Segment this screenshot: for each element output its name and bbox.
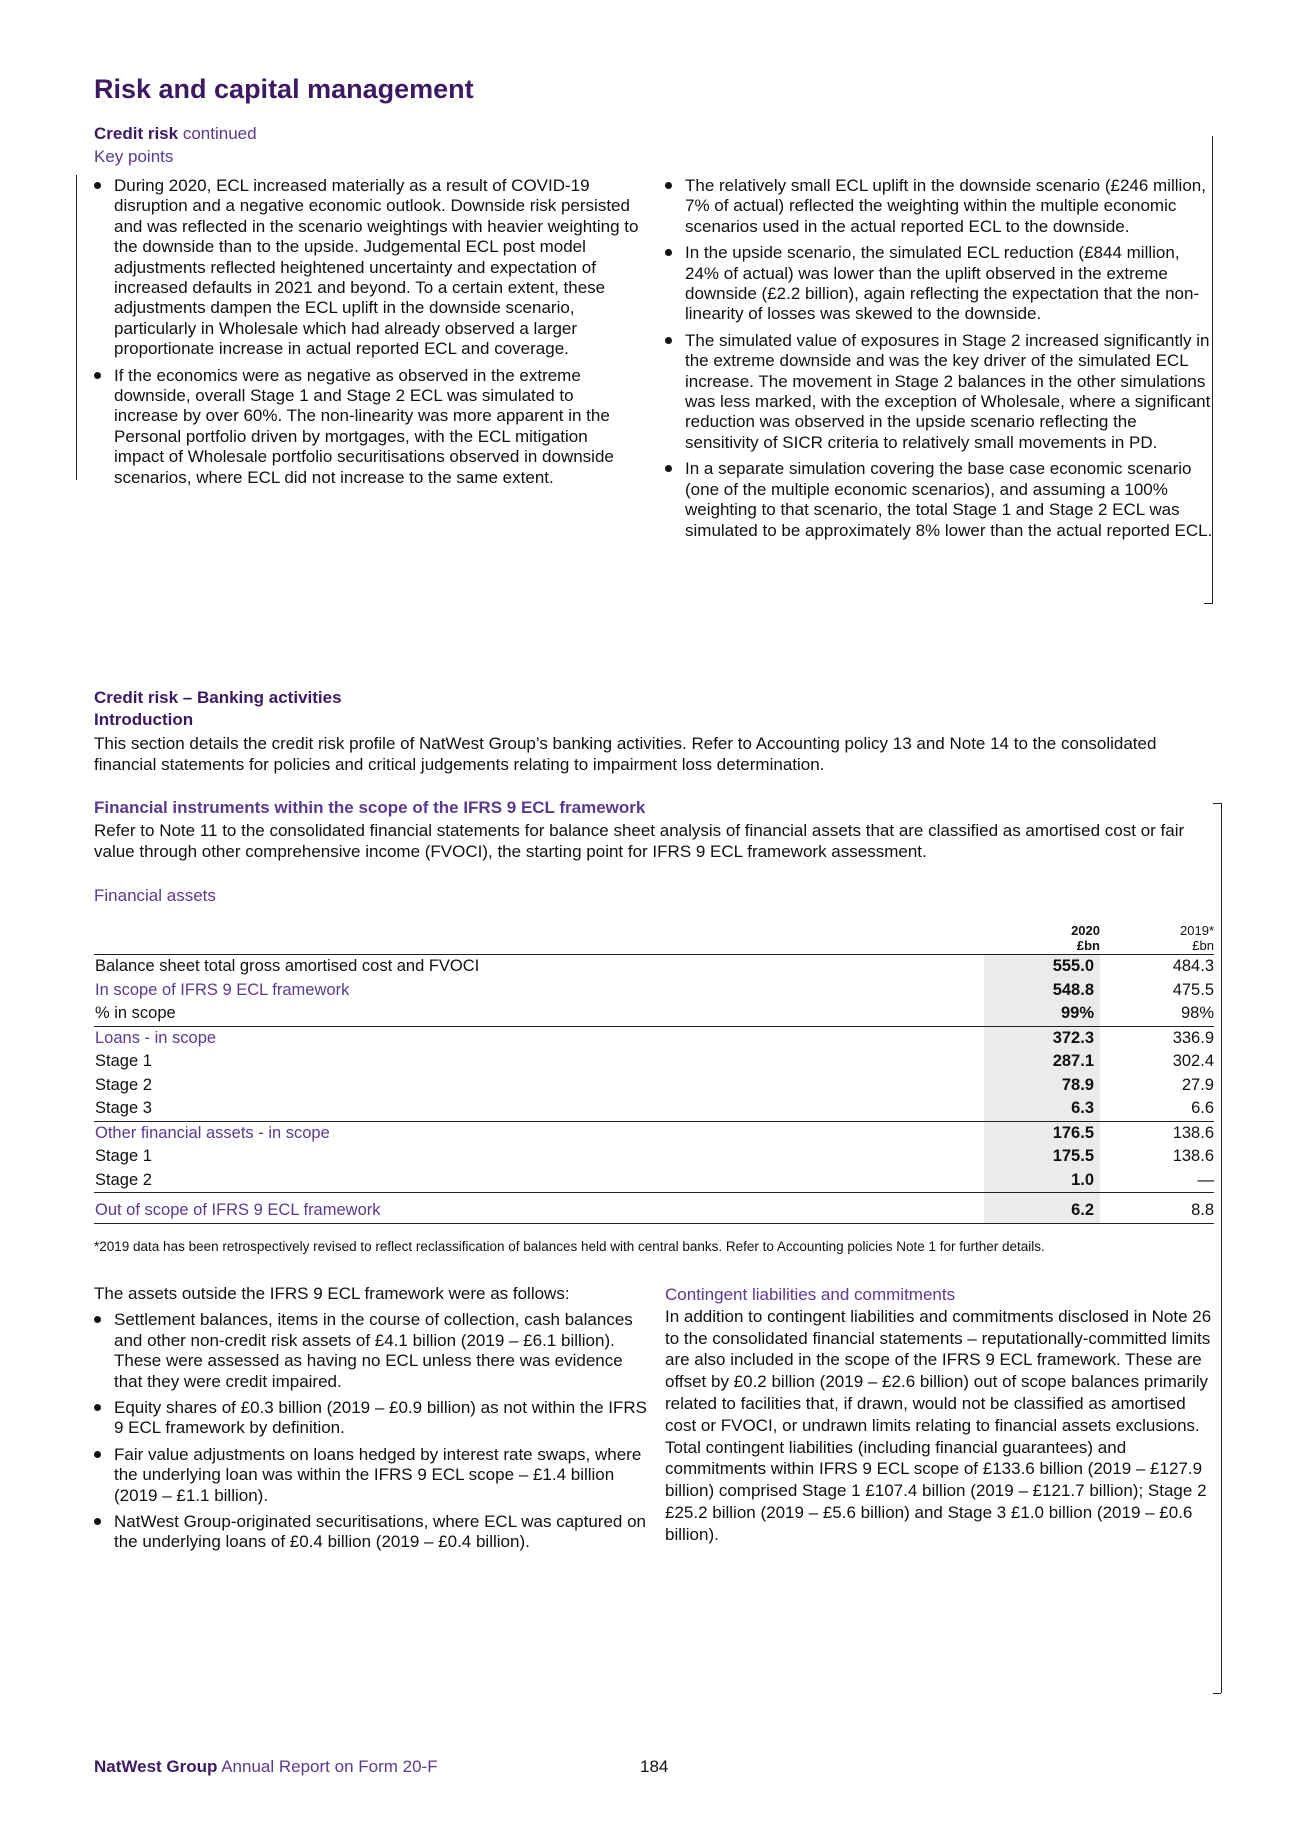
change-bar-left: [76, 175, 77, 480]
fi-text: Refer to Note 11 to the consolidated financial statements for balance sheet analysis of financial assets that are classified as amortised cost or fair value through other comprehensive income (FVOCI), the starting point for IFRS 9 ECL framework assessment.: [94, 821, 1185, 861]
subtitle-bold: Credit risk: [94, 124, 179, 143]
change-bar-tick-top: [1213, 803, 1221, 804]
outside-intro: The assets outside the IFRS 9 ECL framework were as follows:: [94, 1284, 570, 1303]
table-row: Balance sheet total gross amortised cost and FVOCI 555.0 484.3: [94, 954, 1214, 979]
banking-heading: Credit risk – Banking activities: [94, 688, 342, 707]
key-points-label: Key points: [94, 147, 174, 166]
contingent-section: [665, 1284, 1213, 1546]
key-points-right: [665, 176, 1213, 547]
page-title: Risk and capital management: [94, 74, 474, 104]
table-row: Stage 1 287.1 302.4: [94, 1050, 1214, 1074]
list-item: The simulated value of exposures in Stage 2 increased significantly in the extreme downside and was the key driver of the simulated ECL increase. The movement in Stage 2 balances in the other simulations was less marked, with the exception of Wholesale, where a significant reduction was observed in the upside scenario reflecting the sensitivity of SICR criteria to relatively small movements in PD.: [665, 331, 1213, 453]
list-item: Settlement balances, items in the course of collection, cash balances and other non-credit risk assets of £4.1 billion (2019 – £6.1 billion). These were assessed as having no ECL unless there was evidence that they were credit impaired.: [94, 1310, 650, 1392]
table-row: In scope of IFRS 9 ECL framework 548.8 475.5: [94, 979, 1214, 1003]
table-row: Stage 2 1.0 —: [94, 1169, 1214, 1194]
introduction-heading: Introduction: [94, 710, 194, 729]
list-item: The relatively small ECL uplift in the downside scenario (£246 million, 7% of actual) reflected the weighting within the multiple economic scenarios used in the actual reported ECL to the downside.: [665, 176, 1213, 237]
list-item: In the upside scenario, the simulated ECL reduction (£844 million, 24% of actual) was lower than the uplift observed in the extreme downside (£2.2 billion), again reflecting the expectation that the non-linearity of losses was skewed to the downside.: [665, 243, 1213, 325]
table-footnote: *2019 data has been retrospectively revised to reflect reclassification of balances held with central banks. Refer to Accounting policies Note 1 for further details.: [94, 1239, 1045, 1254]
table-row: Out of scope of IFRS 9 ECL framework 6.2 8.8: [94, 1199, 1214, 1224]
table-row: Stage 3 6.3 6.6: [94, 1097, 1214, 1121]
financial-assets-table: [94, 918, 1214, 1224]
column-header-2019: 2019* £bn: [1180, 923, 1214, 953]
footer-brand: [94, 1757, 438, 1777]
contingent-heading: Contingent liabilities and commitments: [665, 1285, 956, 1304]
section-subtitle: [94, 124, 257, 144]
table-row: Stage 2 78.9 27.9: [94, 1074, 1214, 1098]
list-item: If the economics were as negative as observed in the extreme downside, overall Stage 1 and Stage 2 ECL was simulated to increase by over 60%. The non-linearity was more apparent in the Personal portfolio driven by mortgages, with the ECL mitigation impact of Wholesale portfolio securitisations observed in downside scenarios, where ECL did not increase to the same extent.: [94, 366, 640, 488]
change-bar-tick: [1204, 603, 1212, 604]
page-number: 184: [640, 1757, 669, 1776]
table-row: % in scope 99% 98%: [94, 1002, 1214, 1026]
fi-heading: Financial instruments within the scope of the IFRS 9 ECL framework: [94, 798, 646, 817]
column-header-2020: 2020 £bn: [1071, 923, 1100, 953]
table-header: [94, 918, 1214, 954]
list-item: Fair value adjustments on loans hedged by interest rate swaps, where the underlying loan was within the IFRS 9 ECL scope – £1.4 billion (2019 – £1.1 billion).: [94, 1445, 650, 1506]
financial-assets-heading: Financial assets: [94, 886, 216, 905]
key-points-left: [94, 176, 640, 494]
list-item: NatWest Group-originated securitisations, where ECL was captured on the underlying loans of £0.4 billion (2019 – £0.4 billion).: [94, 1512, 650, 1553]
outside-framework-section: [94, 1284, 650, 1559]
table-row: Stage 1 175.5 138.6: [94, 1145, 1214, 1169]
change-bar-right-2: [1221, 803, 1222, 1693]
subtitle-rest: continued: [182, 124, 257, 143]
contingent-text: In addition to contingent liabilities and commitments disclosed in Note 26 to the consolidated financial statements – reputationally-committed limits are also included in the scope of the IFRS 9 ECL framework. These are offset by £0.2 billion (2019 – £2.6 billion) out of scope balances primarily related to facilities that, if drawn, would not be classified as amortised cost or FVOCI, or undrawn limits relating to financial assets exclusions. Total contingent liabilities (including financial guarantees) and commitments within IFRS 9 ECL scope of £133.6 billion (2019 – £127.9 billion) comprised Stage 1 £107.4 billion (2019 – £121.7 billion); Stage 2 £25.2 billion (2019 – £5.6 billion) and Stage 3 £1.0 billion (2019 – £0.6 billion).: [665, 1306, 1212, 1544]
change-bar-tick-bottom: [1213, 1693, 1221, 1694]
footer-brand-name: NatWest Group: [94, 1757, 218, 1776]
list-item: Equity shares of £0.3 billion (2019 – £0.9 billion) as not within the IFRS 9 ECL framework by definition.: [94, 1398, 650, 1439]
list-item: In a separate simulation covering the base case economic scenario (one of the multiple economic scenarios), and assuming a 100% weighting to that scenario, the total Stage 1 and Stage 2 ECL was simulated to be approximately 8% lower than the actual reported ECL.: [665, 459, 1213, 541]
footer-report-name: Annual Report on Form 20-F: [221, 1757, 438, 1776]
table-row: Loans - in scope 372.3 336.9: [94, 1026, 1214, 1051]
introduction-text: This section details the credit risk profile of NatWest Group’s banking activities. Refer to Accounting policy 13 and Note 14 to the consolidated financial statements for policies and critical judgements relating to impairment loss determination.: [94, 734, 1157, 774]
list-item: During 2020, ECL increased materially as a result of COVID-19 disruption and a negative economic outlook. Downside risk persisted and was reflected in the scenario weightings with heavier weighting to the downside than to the upside. Judgemental ECL post model adjustments reflected heightened uncertainty and expectation of increased defaults in 2021 and beyond. To a certain extent, these adjustments dampen the ECL uplift in the downside scenario, particularly in Wholesale which had already observed a larger proportionate increase in actual reported ECL and coverage.: [94, 176, 640, 360]
table-row: Other financial assets - in scope 176.5 138.6: [94, 1121, 1214, 1146]
